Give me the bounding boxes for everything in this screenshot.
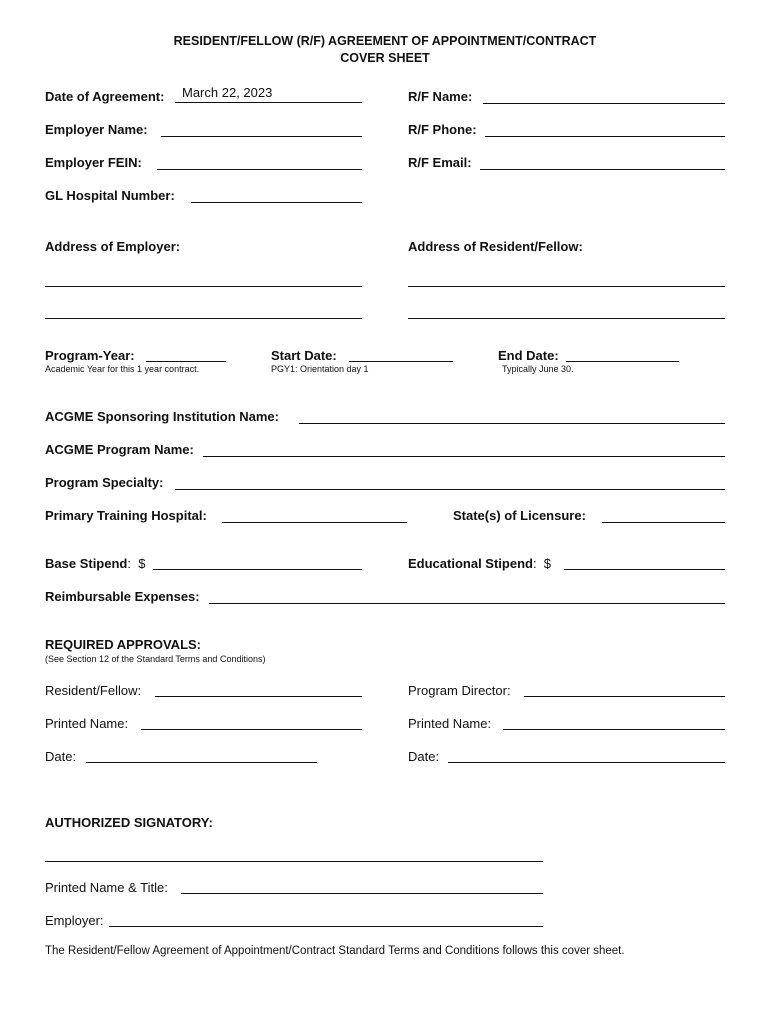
printed-name-line-left[interactable] (141, 729, 362, 730)
printed-name-line-right[interactable] (503, 729, 725, 730)
rf-name-field[interactable] (483, 87, 725, 104)
base-stipend-label-group (45, 556, 145, 571)
printed-name-title-label: Printed Name & Title: (45, 880, 168, 895)
employer-address-label: Address of Employer: (45, 239, 181, 254)
rf-phone-label: R/F Phone: (408, 122, 477, 137)
date-line-left[interactable] (86, 762, 317, 763)
rf-email-label: R/F Email: (408, 155, 472, 170)
employer-name-label: Employer Name: (45, 122, 148, 137)
date-of-agreement-field[interactable] (175, 86, 362, 103)
footer-note: The Resident/Fellow Agreement of Appointment/Contract Standard Terms and Conditions follows this cover sheet. (45, 945, 625, 957)
resident-fellow-signature-line[interactable] (155, 696, 362, 697)
gl-hospital-number-label: GL Hospital Number: (45, 188, 175, 203)
date-line-right[interactable] (448, 762, 725, 763)
required-approvals-note: (See Section 12 of the Standard Terms and Conditions) (45, 654, 266, 664)
start-date-field[interactable] (349, 345, 453, 362)
employer-fein-label: Employer FEIN: (45, 155, 142, 170)
signatory-employer-line[interactable] (109, 926, 543, 927)
end-date-field[interactable] (566, 345, 679, 362)
date-label-right: Date: (408, 749, 440, 764)
state-licensure-field[interactable] (602, 506, 725, 523)
primary-training-hospital-field[interactable] (222, 506, 407, 523)
educational-stipend-label: Educational Stipend (408, 556, 533, 571)
reimbursable-expenses-field[interactable] (209, 587, 725, 604)
printed-name-title-line[interactable] (181, 893, 543, 894)
program-name-label: ACGME Program Name: (45, 442, 194, 457)
date-label-left: Date: (45, 749, 77, 764)
program-name-field[interactable] (203, 440, 725, 457)
program-specialty-label: Program Specialty: (45, 475, 164, 490)
base-stipend-label: Base Stipend (45, 556, 128, 571)
educational-stipend-field[interactable] (564, 553, 725, 570)
program-director-signature-line[interactable] (524, 696, 725, 697)
printed-name-label-right: Printed Name: (408, 716, 492, 731)
date-of-agreement-value: March 22, 2023 (182, 85, 273, 100)
sponsoring-institution-field[interactable] (299, 407, 725, 424)
authorized-signature-line[interactable] (45, 861, 543, 862)
reimbursable-expenses-label: Reimbursable Expenses: (45, 589, 200, 604)
authorized-signatory-heading: AUTHORIZED SIGNATORY: (45, 815, 213, 830)
primary-training-hospital-label: Primary Training Hospital: (45, 508, 207, 523)
gl-hospital-number-field[interactable] (191, 186, 362, 203)
printed-name-label-left: Printed Name: (45, 716, 129, 731)
employer-address-line2[interactable] (45, 302, 362, 319)
base-stipend-currency: : $ (127, 556, 146, 571)
date-of-agreement-label: Date of Agreement: (45, 89, 165, 104)
signatory-employer-label: Employer: (45, 913, 104, 928)
program-director-signature-label: Program Director: (408, 683, 511, 698)
employer-fein-field[interactable] (157, 153, 362, 170)
resident-address-line2[interactable] (408, 302, 725, 319)
required-approvals-heading: REQUIRED APPROVALS: (45, 637, 202, 652)
rf-name-label: R/F Name: (408, 89, 473, 104)
start-date-hint: PGY1: Orientation day 1 (271, 364, 369, 374)
program-year-field[interactable] (146, 345, 226, 362)
resident-fellow-signature-label: Resident/Fellow: (45, 683, 142, 698)
employer-address-line1[interactable] (45, 270, 362, 287)
resident-address-line1[interactable] (408, 270, 725, 287)
educational-stipend-label-group (408, 556, 551, 571)
end-date-label: End Date: (498, 348, 559, 363)
base-stipend-field[interactable] (153, 553, 362, 570)
resident-address-label: Address of Resident/Fellow: (408, 239, 583, 254)
start-date-label: Start Date: (271, 348, 337, 363)
program-year-label: Program-Year: (45, 348, 135, 363)
rf-phone-field[interactable] (485, 120, 725, 137)
form-subtitle: COVER SHEET (340, 51, 430, 65)
educational-stipend-currency: : $ (532, 556, 552, 571)
form-title: RESIDENT/FELLOW (R/F) AGREEMENT OF APPOINTMENT/CONTRACT (173, 34, 597, 48)
sponsoring-institution-label: ACGME Sponsoring Institution Name: (45, 409, 279, 424)
state-licensure-label: State(s) of Licensure: (453, 508, 586, 523)
end-date-hint: Typically June 30. (502, 364, 574, 374)
employer-name-field[interactable] (161, 120, 362, 137)
program-specialty-field[interactable] (175, 473, 725, 490)
rf-email-field[interactable] (480, 153, 725, 170)
program-year-hint: Academic Year for this 1 year contract. (45, 364, 200, 374)
